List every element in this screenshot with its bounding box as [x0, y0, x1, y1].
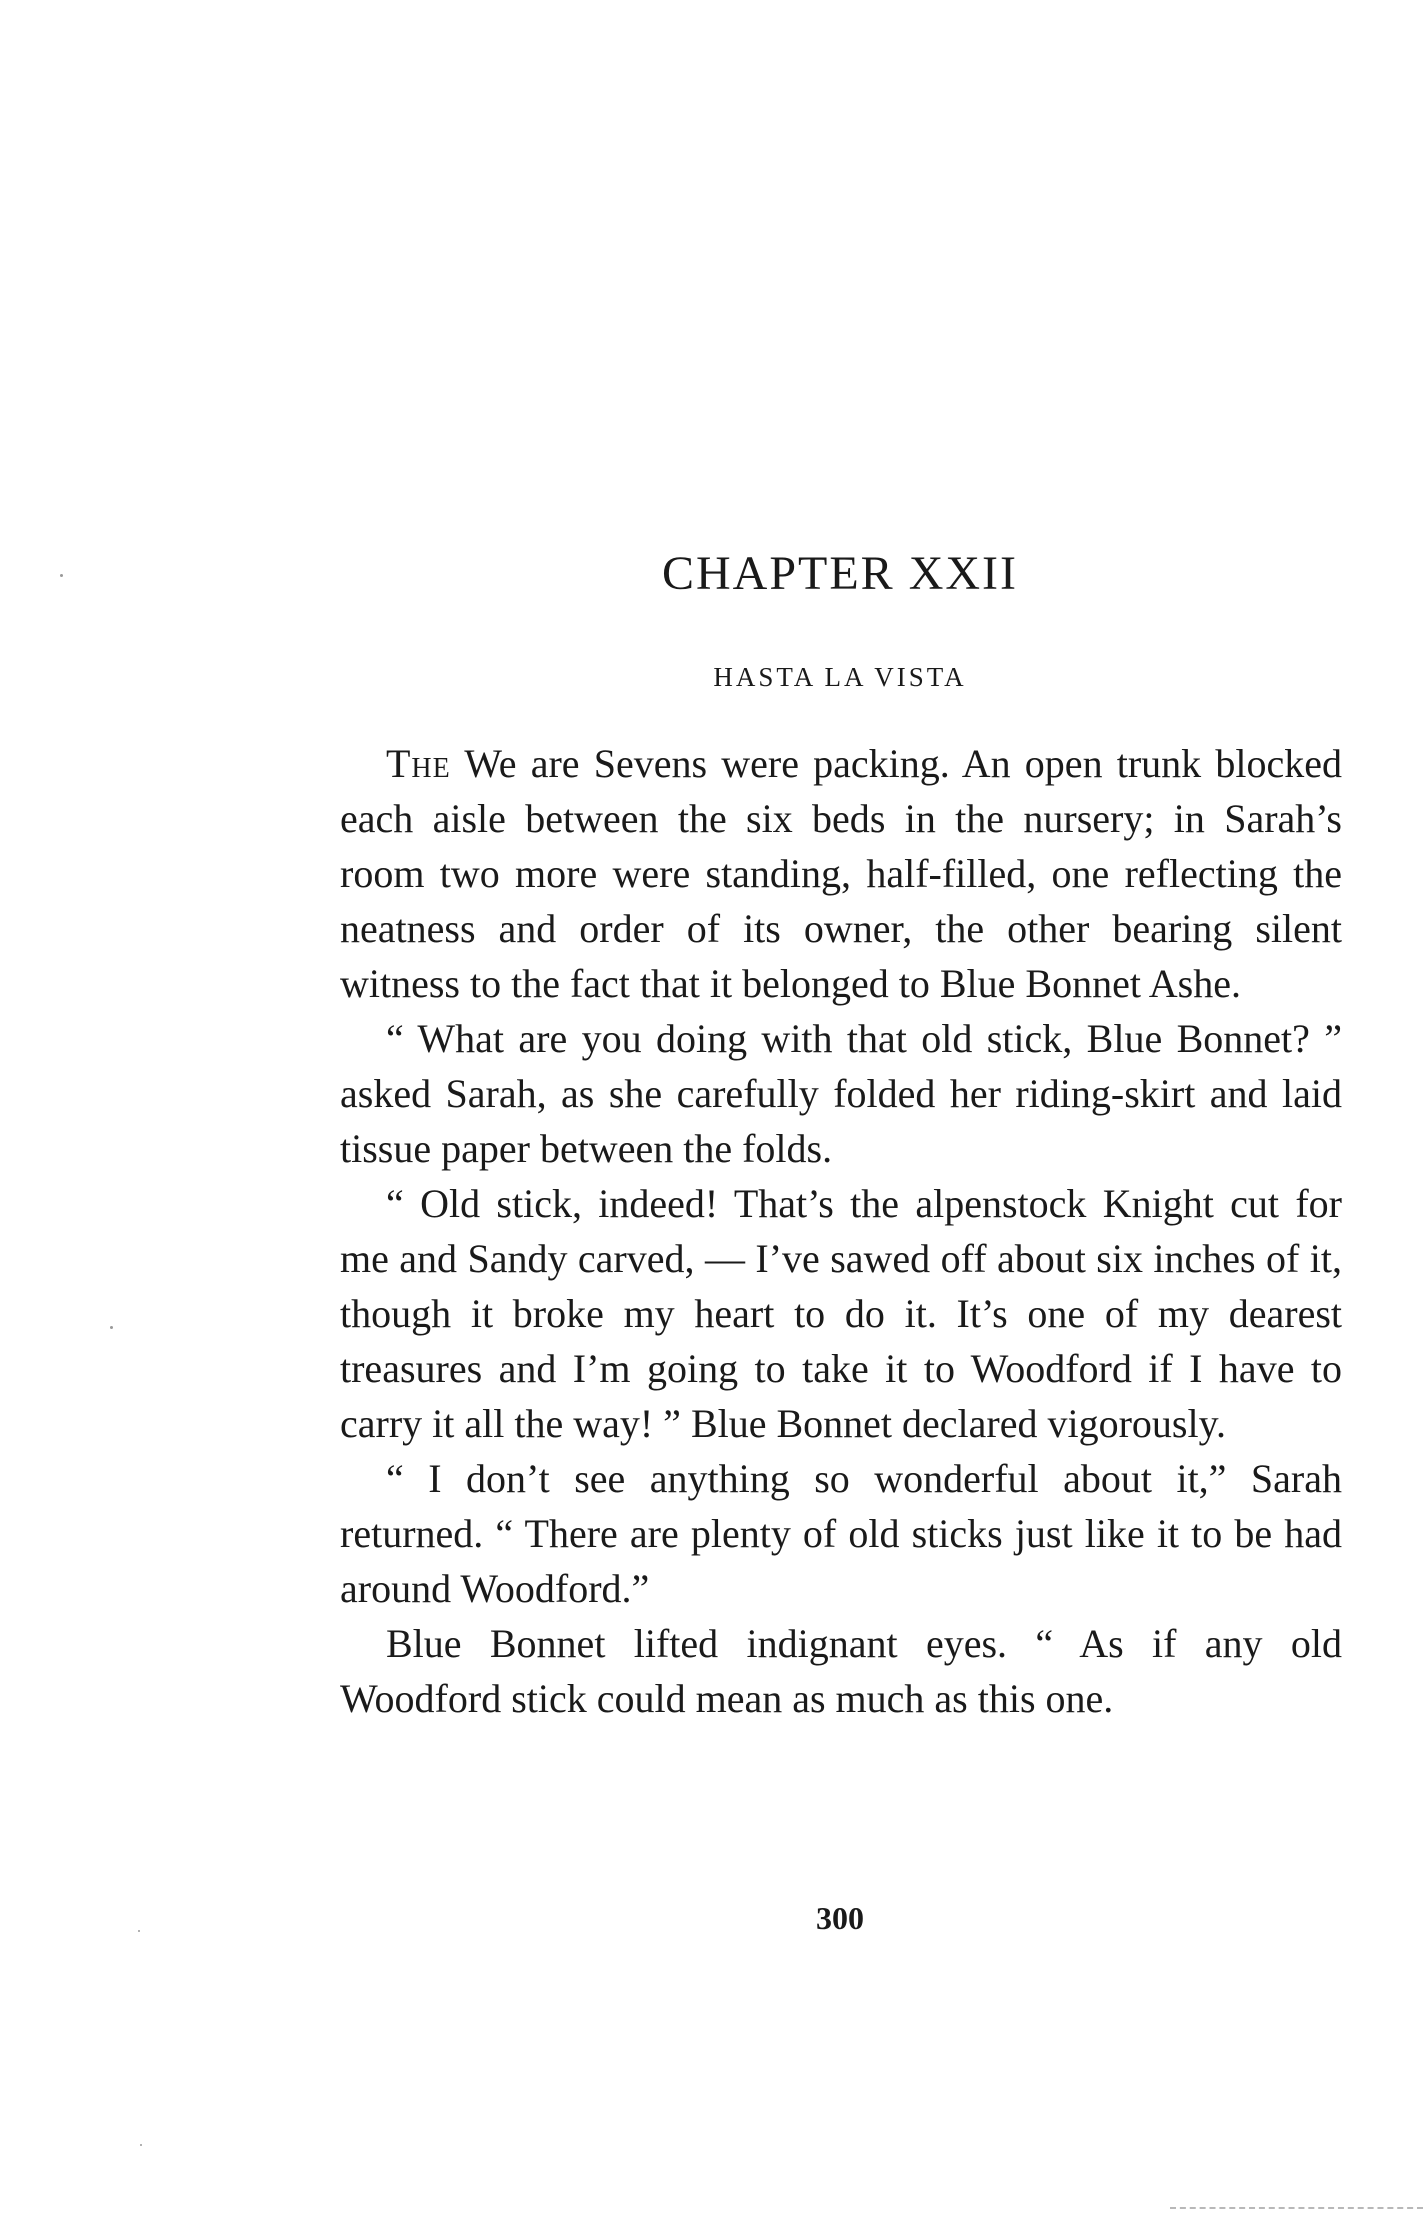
chapter-body: [340, 736, 1342, 1726]
paragraph-lead-word: The: [386, 741, 451, 786]
chapter-subtitle: HASTA LA VISTA: [713, 662, 967, 692]
paragraph-text: We are Sevens were packing. An open trunk blocked each aisle between the six beds in the nursery; in Sarah’s room two more were standing, half-filled, one reflecting the neatness and order of its owner, the other bearing silent witness to the fact that it belonged to Blue Bonnet Ashe.: [340, 741, 1342, 1006]
paragraph-text: “ I don’t see anything so wonderful about it,” Sarah returned. “ There are plenty of old sticks just like it to be had around Woodford.”: [340, 1456, 1342, 1611]
paragraph-text: Blue Bonnet lifted indignant eyes. “ As if any old Woodford stick could mean as much as this one.: [340, 1621, 1342, 1721]
scan-speck: [60, 574, 63, 577]
scan-speck: [138, 1930, 140, 1932]
scan-speck: [140, 2144, 142, 2146]
paragraph: [340, 736, 1342, 1011]
chapter-title: CHAPTER XXII: [662, 547, 1018, 600]
paragraph: [340, 1176, 1342, 1451]
paragraph: [340, 1451, 1342, 1616]
scan-speck: [110, 1326, 113, 1329]
paragraph-text: “ Old stick, indeed! That’s the alpenstock Knight cut for me and Sandy carved, — I’ve sawed off about six inches of it, though it broke my heart to do it. It’s one of my dearest treasures and I’m going to take it to Woodford if I have to carry it all the way! ” Blue Bonnet declared vigorously.: [340, 1181, 1342, 1446]
paragraph: [340, 1011, 1342, 1176]
paragraph: [340, 1616, 1342, 1726]
page-number: 300: [816, 1900, 864, 1936]
paragraph-text: “ What are you doing with that old stick, Blue Bonnet? ” asked Sarah, as she carefully folded her riding-skirt and laid tissue paper between the folds.: [340, 1016, 1342, 1171]
scan-edge-rule: [1170, 2207, 1423, 2209]
